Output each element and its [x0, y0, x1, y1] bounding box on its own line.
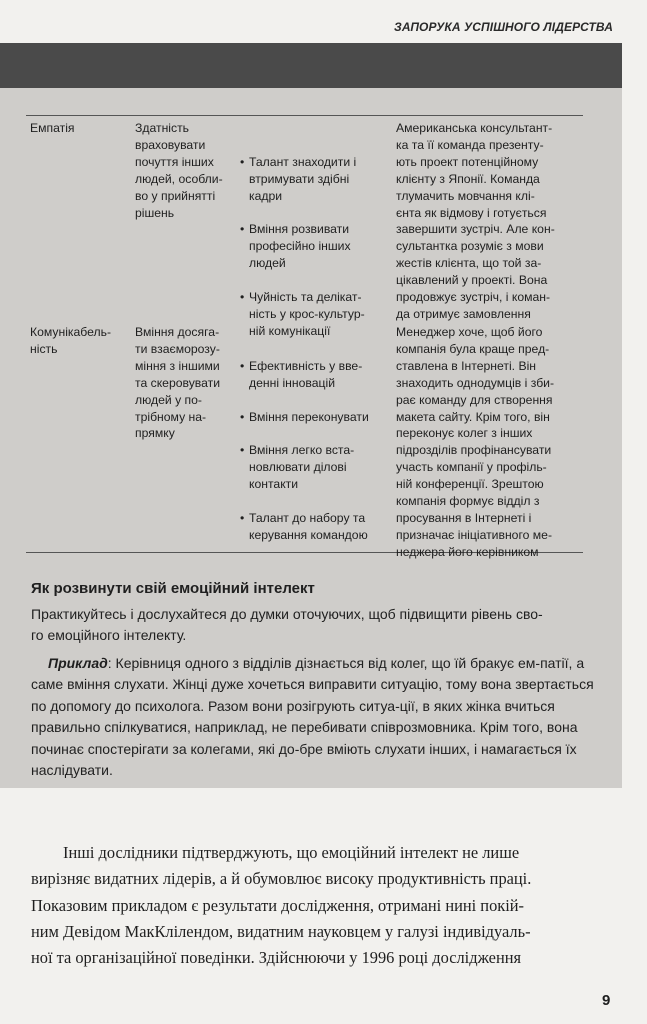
list-item: • Вміння розвивати професійно інших людей	[240, 221, 390, 272]
example-paragraph	[31, 653, 596, 781]
example-cell: Менеджер хоче, щоб його компанія була краще пред- ставлена в Інтернеті. Він знаходить однодумців і зби- рає команду для створення макета сайту. Крім того, він переконує колег з інших підрозділів профінансувати участь компанії у профіль- ній конференції. Зрештою компанія формує відділ з просування в Інтернеті і призначає ініціативного ме- неджера його керівником	[396, 325, 555, 559]
body-paragraph: Інші дослідники підтверджують, що емоційний інтелект не лише вирізняє видатних лідерів, а й обумовлює високу продуктивність праці. Показовим прикладом є результати дослідження, отримані нині покій- ним Девідом МакКлілендом, видатним науковцем у галузі індивідуаль- ної та організаційної поведінки. Здійснюючи у 1996 році дослідження	[31, 843, 532, 968]
definition-cell: Здатність враховувати почуття інших людей, особли- во у прийнятті рішень	[135, 121, 223, 220]
example-text: : Керівниця одного з відділів дізнається від колег, що їй бракує ем-патії, а саме вміння слухати. Жінці дуже хочеться виправити ситуацію, тому вона звертається по допомогу до психолога. Разом вони розігрують ситуа-ції, в яких жінка вчиться правильно спілкуватися, наприклад, не перебивати співрозмовника. Крім того, вона починає спостерігати за колегами, які до-бре вміють слухати інших, і намагається їх наслідувати.	[31, 655, 594, 779]
list-item: • Чуйність та делікат- ність у крос-культур- ній комунікації	[240, 289, 390, 340]
list-item: • Талант до набору та керування командою	[240, 510, 390, 544]
definition-cell: Вміння досяга- ти взаєморозу- міння з іншими та скеровувати людей у по- трібному на- прямку	[135, 325, 221, 441]
header-band	[0, 43, 622, 88]
list-item: • Вміння легко вста- новлювати ділові контакти	[240, 442, 390, 493]
table-row	[26, 116, 583, 338]
skills-list	[240, 341, 390, 561]
table-row	[26, 320, 583, 559]
example-label: Приклад	[48, 655, 108, 671]
example-cell: Американська консультант- ка та її команда презенту- ють проект потенційному клієнту з Японії. Команда тлумачить мовчання клі- єнта як відмову і готується завершити зустріч. Але кон- сультантка розуміє з мови жестів клієнта, що той за- цікавлений у проекті. Вона продовжує зустріч, і коман- да отримує замовлення	[396, 121, 555, 321]
section-intro: Практикуйтесь і дослухайтеся до думки оточуючих, щоб підвищити рівень сво- го емоційного інтелекту.	[31, 606, 543, 643]
list-item: • Вміння переконувати	[240, 409, 390, 426]
running-header: ЗАПОРУКА УСПІШНОГО ЛІДЕРСТВА	[394, 20, 613, 34]
page-number: 9	[602, 992, 611, 1009]
list-item: • Ефективність у вве- денні інновацій	[240, 358, 390, 392]
section-heading: Як розвинути свій емоційний інтелект	[31, 580, 315, 597]
skills-cell	[240, 324, 390, 578]
quality-cell: Комунікабель- ність	[30, 325, 112, 356]
list-item: • Талант знаходити і втримувати здібні кадри	[240, 154, 390, 205]
qualities-table	[26, 115, 583, 559]
quality-cell: Емпатія	[30, 121, 75, 135]
